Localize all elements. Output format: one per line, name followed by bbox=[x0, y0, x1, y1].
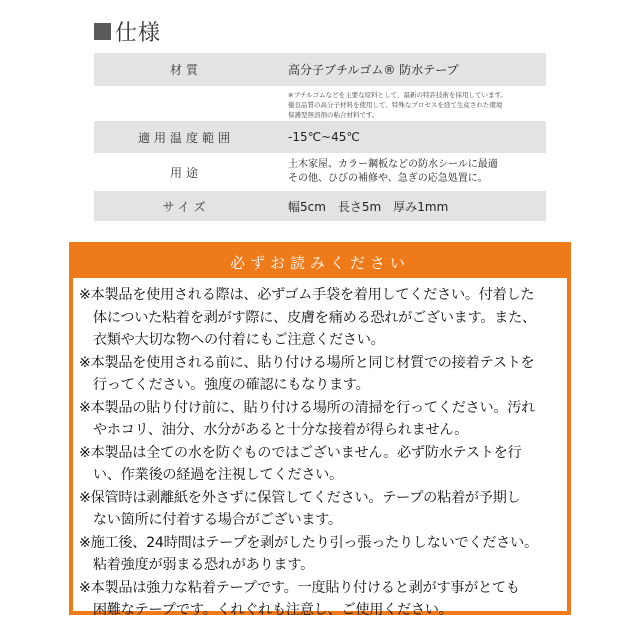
spec-table bbox=[94, 53, 546, 221]
spec-label: 用途 bbox=[169, 165, 202, 180]
spec-value-line: その他、ひびの補修や、急ぎの応急処置に。 bbox=[288, 173, 488, 184]
notice-line: ※施工後、24時間はテープを剥がしたり引っ張ったりしないでください。 bbox=[79, 534, 538, 551]
notice-line: 粘着強度が弱まる恐れがあります。 bbox=[79, 557, 314, 573]
notice-box bbox=[69, 242, 571, 618]
note-line: 優良品質の高分子材料を使用して、特殊なプロセスを経て生産された環境 bbox=[288, 101, 503, 109]
spec-value bbox=[278, 53, 546, 86]
notice-line: 困難なテープです。くれぐれも注意し、ご使用ください。 bbox=[79, 602, 453, 618]
notice-line: ※本製品を使用される際は、必ずゴム手袋を着用してください。付着した bbox=[79, 287, 535, 303]
spec-value bbox=[278, 191, 546, 221]
spec-label: 適用温度範囲 bbox=[137, 130, 234, 145]
spec-value-text: 高分子ブチルゴム® 防水テープ bbox=[288, 63, 459, 77]
spec-row-usage bbox=[94, 153, 546, 191]
note-line: 保護型無溶剤の粘合材料です。 bbox=[288, 111, 379, 119]
notice-header: 必ずお読みください bbox=[73, 246, 567, 278]
spec-value bbox=[278, 153, 546, 191]
spec-value bbox=[278, 121, 546, 153]
notice-line: ない箇所に付着する場合がございます。 bbox=[79, 512, 342, 528]
notice-line: ※本製品を使用される前に、貼り付ける場所と同じ材質での接着テストを bbox=[79, 354, 535, 371]
notice-line: 行ってください。強度の確認にもなります。 bbox=[79, 377, 370, 393]
spec-row-temperature bbox=[94, 121, 546, 153]
notice-list bbox=[73, 278, 567, 622]
spec-row-material bbox=[94, 53, 546, 86]
notice-line: ※本製品は全ての水を防ぐものではございません。必ず防水テストを行 bbox=[79, 444, 522, 461]
spec-value-line: 土木家屋、カラー鋼板などの防水シールに最適 bbox=[288, 159, 498, 170]
spec-label: サイズ bbox=[162, 199, 210, 214]
notice-line: 衣類や大切な物への付着にもご注意ください。 bbox=[79, 332, 385, 348]
heading-square-icon bbox=[94, 23, 111, 40]
spec-row-size bbox=[94, 191, 546, 221]
spec-value-text: 幅5cm 長さ5m 厚み1mm bbox=[288, 199, 449, 214]
notice-line: ※本製品は強力な粘着テープです。一度貼り付けると剥がす事がとても bbox=[79, 579, 520, 596]
note-line: ※ブチルゴムなどを主要な原料として、最新の特許技術を採用しています。 bbox=[288, 91, 507, 99]
spec-title: 仕様 bbox=[115, 20, 162, 46]
spec-value-text: -15℃~45℃ bbox=[288, 130, 360, 144]
notice-line: い、作業後の経過を注視してください。 bbox=[79, 467, 343, 483]
notice-line: ※本製品の貼り付け前に、貼り付ける場所の清掃を行ってください。汚れ bbox=[79, 399, 535, 416]
spec-heading bbox=[94, 16, 161, 46]
notice-line: 体についた粘着を剥がす際に、皮膚を痛める恐れがございます。また、 bbox=[79, 309, 536, 326]
notice-line: やホコリ、油分、水分があると十分な接着が得られません。 bbox=[79, 422, 468, 438]
spec-material-note bbox=[94, 86, 546, 121]
spec-label: 材質 bbox=[169, 63, 202, 77]
notice-line: ※保管時は剥離紙を外さずに保管してください。テープの粘着が予期し bbox=[79, 489, 521, 506]
